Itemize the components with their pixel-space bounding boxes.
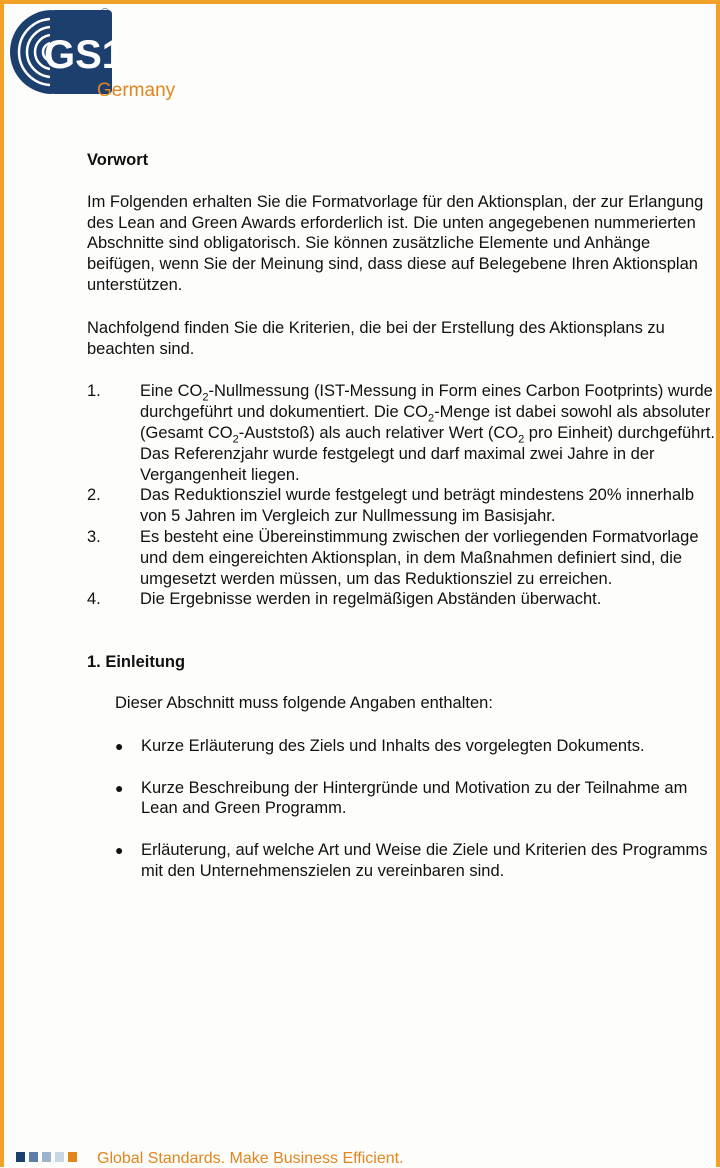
list-item (115, 778, 717, 820)
bullet-icon: ● (115, 842, 124, 859)
section-bullet-list (87, 736, 717, 882)
list-item-text: Kurze Beschreibung der Hintergründe und Motivation zu der Teilnahme am Lean and Green Programm. (141, 778, 688, 818)
footer-tagline: Global Standards. Make Business Efficient. (97, 1150, 404, 1167)
criteria-list (87, 381, 717, 610)
footer-color-bars (16, 1152, 77, 1162)
document-body (87, 150, 717, 903)
section-intro: Dieser Abschnitt muss folgende Angaben enthalten: (115, 693, 493, 712)
criteria-item (87, 381, 717, 485)
footer-bar (29, 1152, 38, 1162)
criteria-item (87, 485, 717, 527)
criteria-item (87, 589, 717, 610)
criteria-number: 3. (87, 527, 101, 546)
criteria-number: 4. (87, 590, 101, 609)
list-item-text: Erläuterung, auf welche Art und Weise die Ziele und Kriterien des Programms mit den Unternehmenszielen zu vereinbaren sind. (141, 841, 708, 880)
criteria-number: 2. (87, 486, 101, 505)
criteria-text: Die Ergebnisse werden in regelmäßigen Abständen überwacht. (140, 590, 602, 609)
footer-bar (68, 1152, 77, 1162)
footer-bar (16, 1152, 25, 1162)
footer-bar (42, 1152, 51, 1162)
list-item-text: Kurze Erläuterung des Ziels und Inhalts des vorgelegten Dokuments. (141, 736, 645, 755)
logo-subtitle: Germany (97, 80, 176, 101)
foreword-heading: Vorwort (87, 151, 149, 169)
footer-bar (55, 1152, 64, 1162)
criteria-text: Es besteht eine Übereinstimmung zwischen der vorliegenden Formatvorlage und dem eingereichten Aktionsplan, in dem Maßnahmen definiert sind, die umgesetzt werden müssen, um das Reduktionsziel zu erreichen. (140, 527, 699, 588)
registered-mark: ® (101, 7, 110, 19)
section-heading: 1. Einleitung (87, 653, 186, 672)
foreword-paragraph-2: Nachfolgend finden Sie die Kriterien, die bei der Erstellung des Aktionsplans zu beachten sind. (87, 318, 665, 358)
bullet-icon: ● (115, 779, 124, 796)
criteria-number: 1. (87, 382, 101, 401)
criteria-text: Eine $CO_2$-Nullmessung (IST-Messung in Form eines Carbon Footprints) wurde durchgeführt und dokumentiert. Die $CO_2$-Menge ist dabei sowohl als absoluter (Gesamt $CO_2-Auststoß$) als auch relativer Wert ($CO_2$ pro Einheit) durchgeführt. Das Referenzjahr wurde festgelegt und darf maximal zwei Jahre in der Vergangenheit liegen. (140, 382, 715, 484)
bullet-icon: ● (115, 737, 124, 754)
foreword-paragraph-1: Im Folgenden erhalten Sie die Formatvorlage für den Aktionsplan, der zur Erlangung des Lean and Green Awards erforderlich ist. Die unten angegebenen nummerierten Abschnitte sind obligatorisch. Sie können zusätzliche Elemente und Anhänge beifügen, wenn Sie der Meinung sind, dass diese auf Belegebene Ihren Aktionsplan unterstützen. (87, 192, 704, 294)
list-item (115, 840, 717, 882)
criteria-item (87, 527, 717, 589)
list-item (115, 736, 717, 757)
gs1-logo-text: GS1 (44, 33, 125, 77)
criteria-text: Das Reduktionsziel wurde festgelegt und beträgt mindestens 20% innerhalb von 5 Jahren im Vergleich zur Nullmessung im Basisjahr. (140, 486, 694, 526)
